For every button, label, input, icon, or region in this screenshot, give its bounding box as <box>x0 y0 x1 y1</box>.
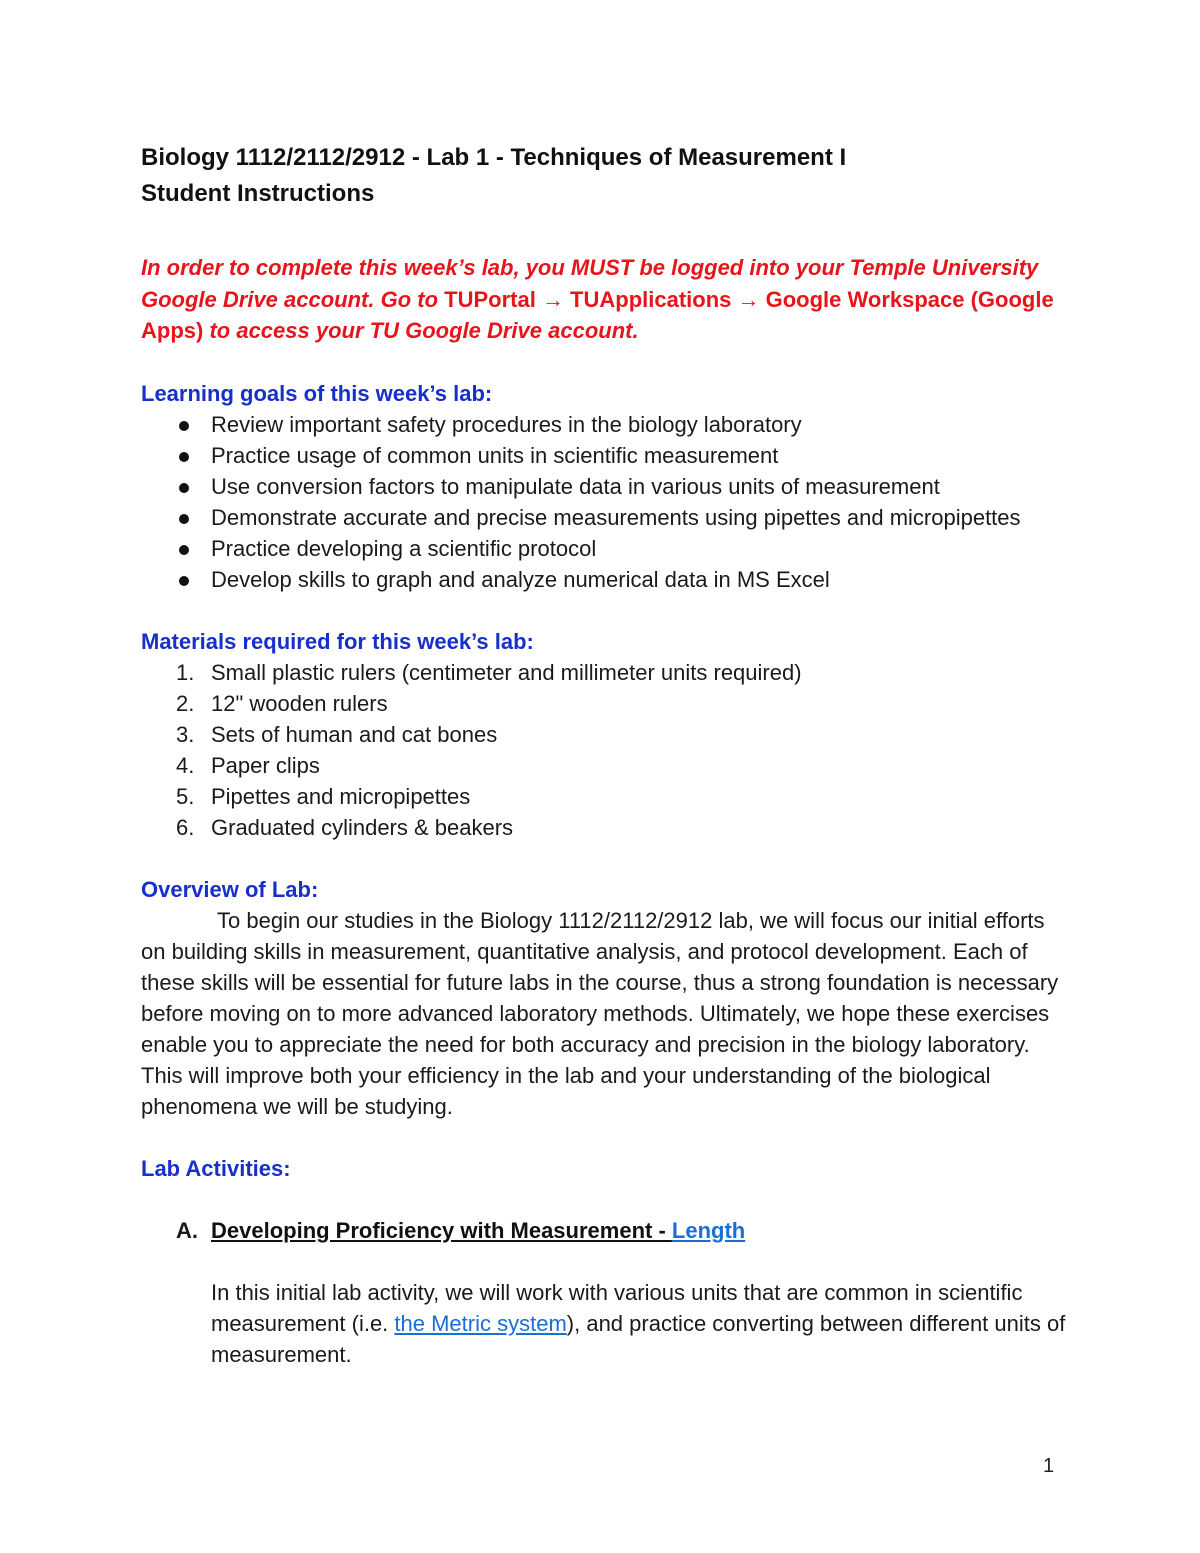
bullet-icon <box>179 421 189 431</box>
activity-body-text-1: In this initial lab activity, we will work with various units that are common in scientific measurement (i.e. <box>211 1279 1023 1336</box>
notice-path: TUPortal → TUApplications → Google Workspace (Google Apps) <box>141 286 1054 343</box>
lab-activities-heading: Lab Activities: <box>141 1155 291 1181</box>
activity-title: Developing Proficiency with Measurement - <box>211 1217 672 1243</box>
overview-paragraph <box>141 905 1071 1122</box>
learning-goals-list <box>141 409 1071 595</box>
list-item: 3. Sets of human and cat bones <box>176 721 498 747</box>
activity-a <box>141 1215 1071 1246</box>
learning-goals-heading: Learning goals of this week’s lab: <box>141 380 493 406</box>
page-content <box>141 140 1071 1370</box>
list-item: Practice usage of common units in scientific measurement <box>141 440 1071 471</box>
notice-text-1: In order to complete this week’s lab, you MUST be logged into your Temple University Google Drive account. Go to <box>141 255 1039 312</box>
title-line-2: Student Instructions <box>141 180 375 207</box>
title-line-1: Biology 1112/2112/2912 - Lab 1 - Techniques of Measurement I <box>141 144 847 171</box>
document-title <box>141 140 1071 212</box>
bullet-icon <box>179 545 189 555</box>
list-item: 1. Small plastic rulers (centimeter and millimeter units required) <box>176 659 802 685</box>
list-item: Demonstrate accurate and precise measurements using pipettes and micropipettes <box>141 502 1071 533</box>
activity-a-body <box>141 1277 1071 1370</box>
bullet-icon <box>179 483 189 493</box>
length-link[interactable]: Length <box>671 1217 746 1243</box>
login-notice <box>141 252 1071 347</box>
overview-heading: Overview of Lab: <box>141 876 319 902</box>
overview-text: To begin our studies in the Biology 1112/2112/2912 lab, we will focus our initial efforts on building skills in measurement, quantitative analysis, and protocol development. Each of these skills will be essential for future labs in the course, thus a strong foundation is necessary before moving on to more advanced laboratory methods. Ultimately, we hope these exercises enable you to appreciate the need for both accuracy and precision in the biology laboratory. This will improve both your efficiency in the lab and your understanding of the biological phenomena we will be studying. <box>141 907 1059 1119</box>
activity-body-text-2: ), and practice converting between different units of measurement. <box>211 1310 1066 1367</box>
metric-system-link[interactable]: the Metric system <box>394 1310 567 1336</box>
list-item: Review important safety procedures in the biology laboratory <box>141 409 1071 440</box>
materials-list <box>141 657 1071 843</box>
bullet-icon <box>179 576 189 586</box>
list-item: 5. Pipettes and micropipettes <box>176 783 471 809</box>
list-item: 4. Paper clips <box>176 752 320 778</box>
notice-text-2: to access your TU Google Drive account. <box>209 318 639 343</box>
activity-letter: A. <box>176 1217 198 1243</box>
list-item: Develop skills to graph and analyze numerical data in MS Excel <box>141 564 1071 595</box>
list-item: 6. Graduated cylinders & beakers <box>176 814 514 840</box>
bullet-icon <box>179 514 189 524</box>
page-number: 1 <box>1043 1455 1055 1477</box>
list-item: 2. 12" wooden rulers <box>176 690 388 716</box>
list-item: Practice developing a scientific protocol <box>141 533 1071 564</box>
bullet-icon <box>179 452 189 462</box>
materials-heading: Materials required for this week’s lab: <box>141 628 534 654</box>
list-item: Use conversion factors to manipulate data in various units of measurement <box>141 471 1071 502</box>
